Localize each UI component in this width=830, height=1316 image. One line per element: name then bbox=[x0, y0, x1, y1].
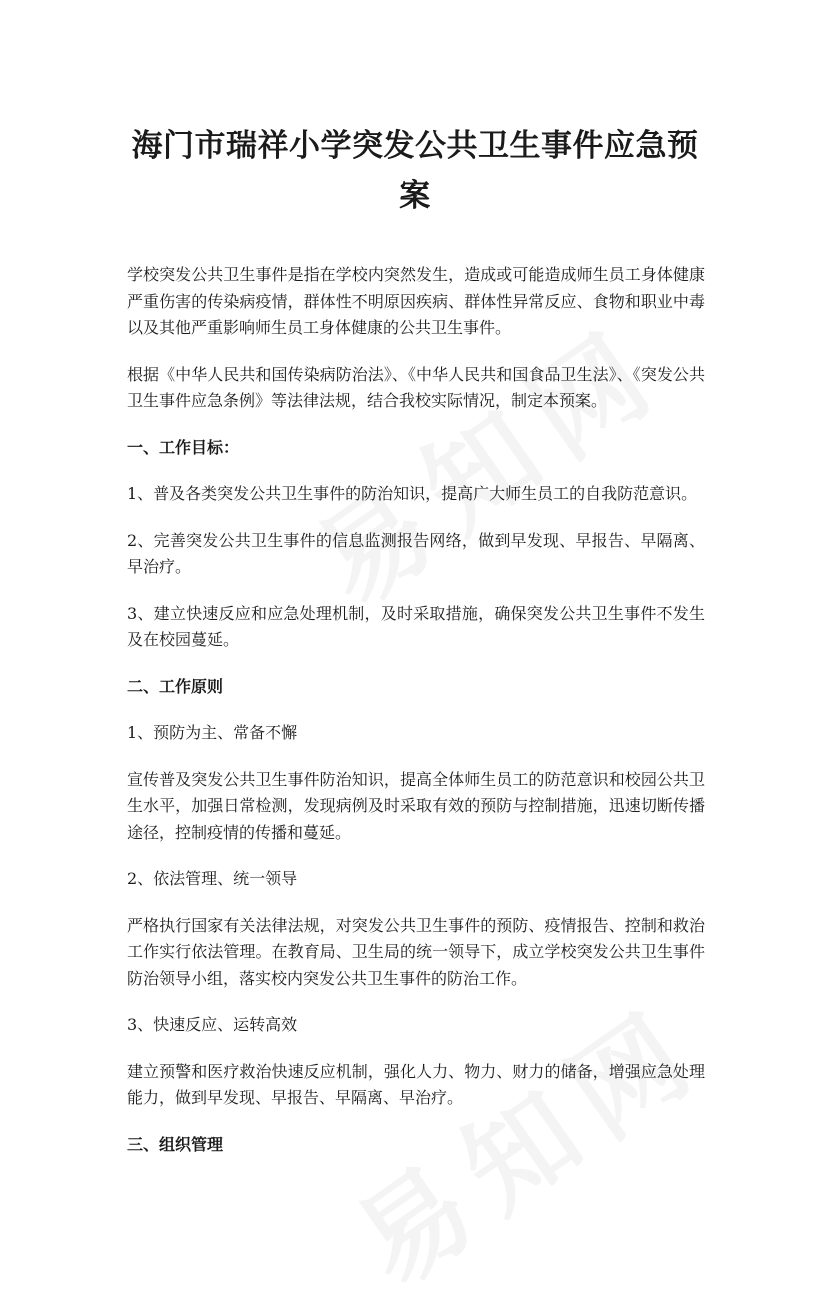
intro-paragraph: 学校突发公共卫生事件是指在学校内突然发生，造成或可能造成师生员工身体健康严重伤害的传染病疫情，群体性不明原因疾病、群体性异常反应、食物和职业中毒以及其他严重影响师生员工身体健康的公共卫生事件。 bbox=[127, 265, 705, 337]
list-item: 2、完善突发公共卫生事件的信息监测报告网络，做到早发现、早报告、早隔离、早治疗。 bbox=[127, 530, 705, 576]
paragraph: 建立预警和医疗救治快速反应机制，强化人力、物力、财力的储备，增强应急处理能力，做到早发现、早报告、早隔离、早治疗。 bbox=[127, 1061, 705, 1107]
intro-paragraph: 根据《中华人民共和国传染病防治法》、《中华人民共和国食品卫生法》、《突发公共卫生事件应急条例》等法律法规，结合我校实际情况，制定本预案。 bbox=[127, 364, 705, 410]
subsection-title: 3、快速反应、运转高效 bbox=[127, 1015, 298, 1034]
list-item: 1、普及各类突发公共卫生事件的防治知识，提高广大师生员工的自我防范意识。 bbox=[127, 484, 698, 503]
document-title: 海门市瑞祥小学突发公共卫生事件应急预案 bbox=[131, 127, 699, 214]
section-heading: 一、工作目标： bbox=[127, 437, 240, 457]
paragraph: 宣传普及突发公共卫生事件防治知识，提高全体师生员工的防范意识和校园公共卫生水平，加强日常检测，发现病例及时采取有效的预防与控制措施，迅速切断传播途径，控制疫情的传播和蔓延。 bbox=[127, 769, 705, 842]
subsection-title: 2、依法管理、统一领导 bbox=[127, 869, 298, 888]
subsection-title: 1、预防为主、常备不懈 bbox=[127, 723, 298, 742]
document-body bbox=[127, 262, 705, 1178]
paragraph: 严格执行国家有关法律法规，对突发公共卫生事件的预防、疫情报告、控制和救治工作实行依法管理。在教育局、卫生局的统一领导下，成立学校突发公共卫生事件防治领导小组，落实校内突发公共卫生事件的防治工作。 bbox=[127, 915, 705, 988]
section-heading: 二、工作原则 bbox=[127, 676, 224, 696]
list-item: 3、建立快速反应和应急处理机制，及时采取措施，确保突发公共卫生事件不发生及在校园蔓延。 bbox=[127, 603, 705, 649]
section-heading: 三、组织管理 bbox=[127, 1134, 224, 1154]
